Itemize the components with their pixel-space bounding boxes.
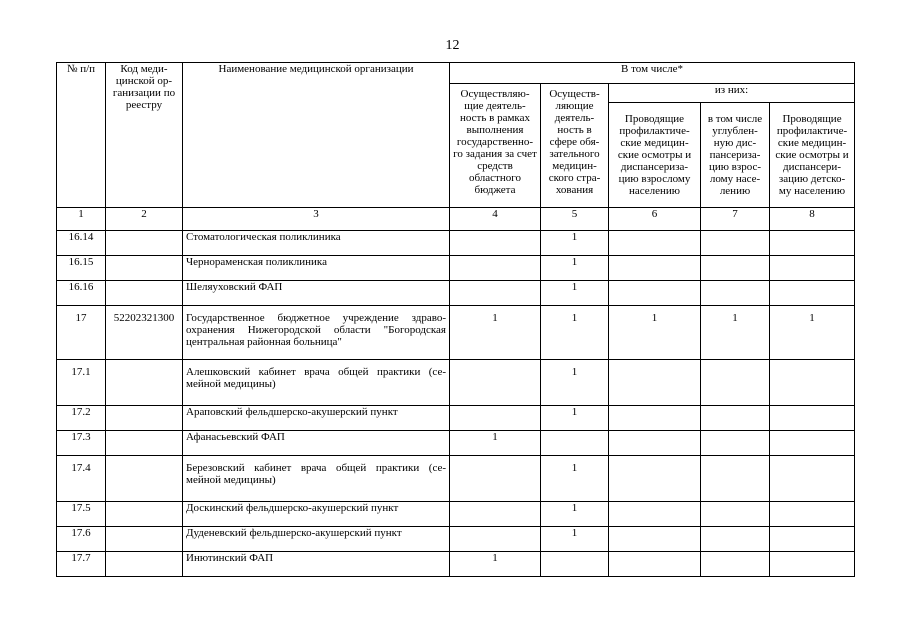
table-row: [57, 256, 855, 281]
row-name: Государственное бюджетное учреждение здраво-охранения Нижегородской области "Богородская центральная районная больница": [183, 306, 450, 360]
row-c4: [450, 231, 541, 256]
row-code: [106, 406, 183, 431]
row-c5: 1: [541, 360, 609, 406]
row-num: 17.1: [57, 360, 106, 406]
header-of-them: из них:: [609, 84, 855, 103]
row-c6: [609, 281, 701, 306]
row-c5: 1: [541, 456, 609, 502]
row-num: 17.2: [57, 406, 106, 431]
row-c7: [701, 456, 770, 502]
row-c7: [701, 406, 770, 431]
row-code: [106, 360, 183, 406]
row-c8: [770, 256, 855, 281]
row-c4: 1: [450, 431, 541, 456]
header-num: № п/п: [57, 63, 106, 208]
column-number: 3: [183, 208, 450, 231]
row-num: 16.15: [57, 256, 106, 281]
row-c6: [609, 431, 701, 456]
row-c7: [701, 360, 770, 406]
row-c5: 1: [541, 406, 609, 431]
table-row: [57, 231, 855, 256]
row-c4: [450, 406, 541, 431]
row-num: 17.3: [57, 431, 106, 456]
row-num: 16.14: [57, 231, 106, 256]
column-number: 5: [541, 208, 609, 231]
row-c8: [770, 431, 855, 456]
row-code: 52202321300: [106, 306, 183, 360]
row-num: 17.6: [57, 527, 106, 552]
row-c7: [701, 431, 770, 456]
row-code: [106, 231, 183, 256]
row-c8: [770, 527, 855, 552]
row-c4: 1: [450, 306, 541, 360]
row-c5: 1: [541, 527, 609, 552]
table-row: [57, 502, 855, 527]
row-name: Шеляуховский ФАП: [183, 281, 450, 306]
row-num: 17: [57, 306, 106, 360]
row-name: Дуденевский фельдшерско-акушерский пункт: [183, 527, 450, 552]
row-num: 17.7: [57, 552, 106, 577]
row-c5: [541, 552, 609, 577]
row-c7: [701, 502, 770, 527]
row-num: 17.4: [57, 456, 106, 502]
row-c7: [701, 552, 770, 577]
row-c7: [701, 231, 770, 256]
row-name: Араповский фельдшерско-акушерский пункт: [183, 406, 450, 431]
row-name: Березовский кабинет врача общей практики (се-мейной медицины): [183, 456, 450, 502]
row-num: 17.5: [57, 502, 106, 527]
table-row: [57, 406, 855, 431]
row-c5: 1: [541, 306, 609, 360]
row-code: [106, 527, 183, 552]
row-name: Чернораменская поликлиника: [183, 256, 450, 281]
row-c7: [701, 527, 770, 552]
row-num: 16.16: [57, 281, 106, 306]
table-row: [57, 552, 855, 577]
row-c5: 1: [541, 231, 609, 256]
row-code: [106, 431, 183, 456]
header-code: Код меди-цинской ор-ганизации по реестру: [106, 63, 183, 208]
column-number: 8: [770, 208, 855, 231]
row-c7: [701, 256, 770, 281]
column-number: 1: [57, 208, 106, 231]
header-name: Наименование медицинской организации: [183, 63, 450, 208]
row-code: [106, 456, 183, 502]
row-c4: [450, 456, 541, 502]
row-name: Инютинский ФАП: [183, 552, 450, 577]
row-c8: [770, 456, 855, 502]
row-code: [106, 281, 183, 306]
table-row: [57, 456, 855, 502]
row-c8: [770, 406, 855, 431]
row-c4: [450, 527, 541, 552]
row-code: [106, 256, 183, 281]
row-c7: [701, 281, 770, 306]
table-row: [57, 431, 855, 456]
page-number: 12: [445, 38, 460, 53]
row-c7: 1: [701, 306, 770, 360]
row-c6: [609, 552, 701, 577]
row-code: [106, 502, 183, 527]
row-c6: [609, 406, 701, 431]
header-col7: в том числе углублен-ную дис-пансериза-цию взрос-лому насе-лению: [701, 103, 770, 208]
row-c8: [770, 552, 855, 577]
row-name: Алешковский кабинет врача общей практики (се-мейной медицины): [183, 360, 450, 406]
row-c8: 1: [770, 306, 855, 360]
row-c5: 1: [541, 281, 609, 306]
table-row: [57, 306, 855, 360]
column-number: 2: [106, 208, 183, 231]
row-c5: [541, 431, 609, 456]
row-c5: 1: [541, 502, 609, 527]
row-c4: [450, 502, 541, 527]
row-c4: 1: [450, 552, 541, 577]
column-number: 4: [450, 208, 541, 231]
header-col6: Проводящие профилактиче-ские медицин-ские осмотры и диспансериза-цию взрослому населению: [609, 103, 701, 208]
row-c8: [770, 502, 855, 527]
row-c6: 1: [609, 306, 701, 360]
row-c6: [609, 231, 701, 256]
row-c6: [609, 256, 701, 281]
row-c6: [609, 456, 701, 502]
column-number: 7: [701, 208, 770, 231]
row-c8: [770, 281, 855, 306]
header-col8: Проводящие профилактиче-ские медицин-ские осмотры и диспансери-зацию детско-му населению: [770, 103, 855, 208]
row-code: [106, 552, 183, 577]
row-c6: [609, 502, 701, 527]
row-c4: [450, 360, 541, 406]
table-row: [57, 281, 855, 306]
row-c6: [609, 360, 701, 406]
row-c8: [770, 360, 855, 406]
row-c4: [450, 256, 541, 281]
table-row: [57, 360, 855, 406]
header-including: В том числе*: [450, 63, 855, 84]
row-name: Афанасьевский ФАП: [183, 431, 450, 456]
row-c4: [450, 281, 541, 306]
row-c8: [770, 231, 855, 256]
medical-organizations-table: [56, 62, 855, 577]
header-col4: Осуществляю-щие деятель-ность в рамках выполнения государственно-го задания за счет средств областного бюджета: [450, 84, 541, 208]
header-col5: Осуществ-ляющие деятель-ность в сфере обя-зательного медицин-ского стра-хования: [541, 84, 609, 208]
column-number: 6: [609, 208, 701, 231]
table-row: [57, 527, 855, 552]
row-name: Стоматологическая поликлиника: [183, 231, 450, 256]
row-c5: 1: [541, 256, 609, 281]
row-c6: [609, 527, 701, 552]
row-name: Доскинский фельдшерско-акушерский пункт: [183, 502, 450, 527]
